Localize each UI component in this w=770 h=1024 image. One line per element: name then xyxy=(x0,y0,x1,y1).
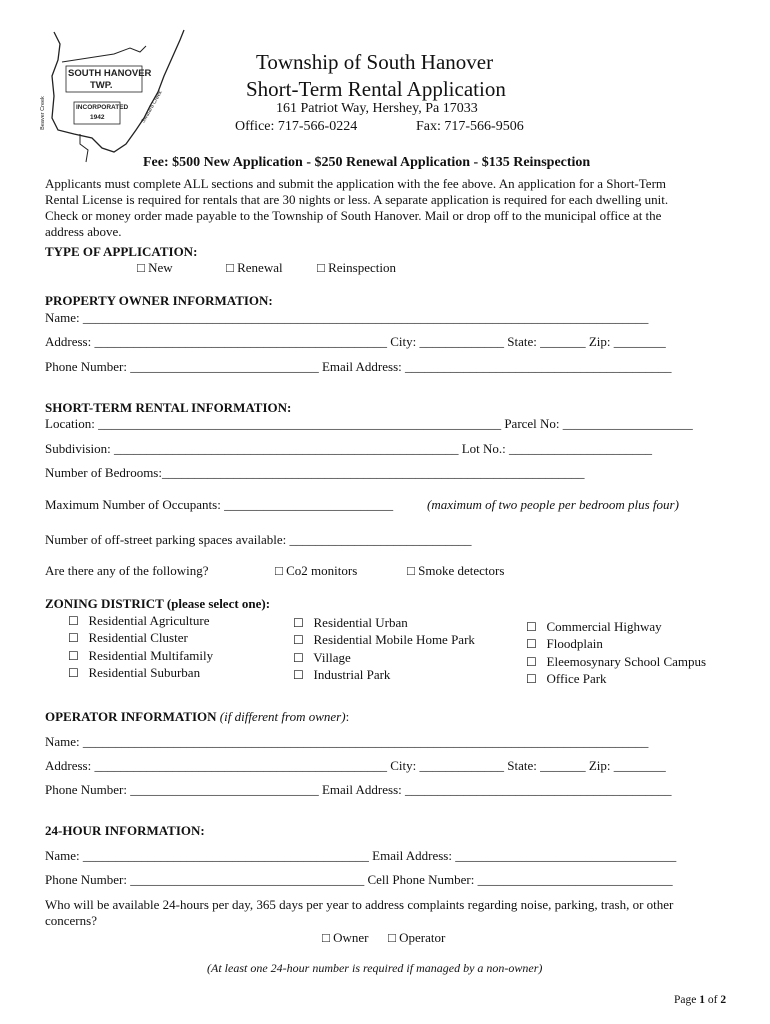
checkbox-icon: ☐ xyxy=(526,620,537,634)
zoning-option[interactable]: ☐ Residential Urban xyxy=(293,615,408,630)
checkbox-icon: ☐ xyxy=(293,651,304,665)
location-parcel-field[interactable]: Location: ______________________________________________________________ Parcel No: ____________________ xyxy=(45,416,693,431)
zoning-option[interactable]: ☐ Commercial Highway xyxy=(526,619,662,634)
owner-heading: PROPERTY OWNER INFORMATION: xyxy=(45,293,273,308)
hour24-phones-field[interactable]: Phone Number: ____________________________________ Cell Phone Number: ______________________________ xyxy=(45,872,673,887)
intro-line-2: Rental License is required for rentals that are 30 nights or less. A separate application is required for each dwelling unit. xyxy=(45,192,669,207)
parking-field[interactable]: Number of off-street parking spaces available: ____________________________ xyxy=(45,532,472,547)
township-map-outline-icon xyxy=(40,26,190,171)
owner-phone-email-field[interactable]: Phone Number: _____________________________ Email Address: _________________________________________ xyxy=(45,359,672,374)
safety-devices-question: Are there any of the following? xyxy=(45,563,209,578)
hour24-operator-checkbox[interactable]: □ Operator xyxy=(388,930,446,945)
operator-address-field[interactable]: Address: _____________________________________________ City: _____________ State: _______ Zip: ________ xyxy=(45,758,666,773)
logo-line1: SOUTH HANOVER xyxy=(68,68,152,79)
checkbox-icon: ☐ xyxy=(68,614,79,628)
fee-line: Fee: $500 New Application - $250 Renewal Application - $135 Reinspection xyxy=(143,155,591,170)
operator-name-field[interactable]: Name: _______________________________________________________________________________________ xyxy=(45,734,649,749)
checkbox-icon: ☐ xyxy=(526,637,537,651)
logo-right-label: Swatara Creek xyxy=(140,89,164,125)
zoning-heading: ZONING DISTRICT (please select one): xyxy=(45,596,271,611)
logo-line4: 1942 xyxy=(90,114,105,121)
logo-line3: INCORPORATED xyxy=(76,104,129,111)
document-title: Township of South Hanover xyxy=(256,50,494,74)
checkbox-icon: ☐ xyxy=(68,666,79,680)
checkbox-icon: ☐ xyxy=(68,649,79,663)
zoning-option[interactable]: ☐ Village xyxy=(293,650,351,665)
intro-line-3: Check or money order made payable to the Township of South Hanover. Mail or drop off to the municipal office at the xyxy=(45,208,662,223)
type-heading: TYPE OF APPLICATION: xyxy=(45,244,198,259)
checkbox-icon: ☐ xyxy=(526,672,537,686)
page-number: Page 1 of 2 xyxy=(674,994,727,1006)
subdivision-lot-field[interactable]: Subdivision: _____________________________________________________ Lot No.: ______________________ xyxy=(45,441,653,456)
logo-line2: TWP. xyxy=(90,80,113,91)
co2-monitor-checkbox[interactable]: □ Co2 monitors xyxy=(275,563,358,578)
intro-line-4: address above. xyxy=(45,224,122,239)
intro-line-1: Applicants must complete ALL sections and submit the application with the fee above. An application for a Short-Term xyxy=(45,176,667,191)
owner-name-field[interactable]: Name: _______________________________________________________________________________________ xyxy=(45,310,649,325)
hour24-question-line1: Who will be available 24-hours per day, 365 days per year to address complaints regarding noise, parking, trash, or other xyxy=(45,897,674,912)
zoning-option[interactable]: ☐ Residential Cluster xyxy=(68,630,188,645)
checkbox-icon: ☐ xyxy=(526,655,537,669)
operator-phone-email-field[interactable]: Phone Number: _____________________________ Email Address: _________________________________________ xyxy=(45,782,672,797)
zoning-option[interactable]: ☐ Floodplain xyxy=(526,636,603,651)
checkbox-icon: ☐ xyxy=(293,668,304,682)
checkbox-icon: ☐ xyxy=(293,633,304,647)
zoning-option[interactable]: ☐ Office Park xyxy=(526,671,607,686)
zoning-option[interactable]: ☐ Eleemosynary School Campus xyxy=(526,654,707,669)
operator-heading: OPERATOR INFORMATION (if different from owner): xyxy=(45,709,350,724)
zoning-option[interactable]: ☐ Residential Suburban xyxy=(68,665,201,680)
occupants-field[interactable]: Maximum Number of Occupants: __________________________ xyxy=(45,497,394,512)
hour24-question-line2: concerns? xyxy=(45,913,97,928)
str-heading: SHORT-TERM RENTAL INFORMATION: xyxy=(45,400,292,415)
hour24-heading: 24-HOUR INFORMATION: xyxy=(45,823,205,838)
zoning-option[interactable]: ☐ Residential Multifamily xyxy=(68,648,214,663)
checkbox-icon: ☐ xyxy=(293,616,304,630)
logo-left-label: Beaver Creek xyxy=(39,96,46,130)
zoning-option[interactable]: ☐ Residential Mobile Home Park xyxy=(293,632,475,647)
type-reinspection-checkbox[interactable]: □ Reinspection xyxy=(317,260,396,275)
bedrooms-field[interactable]: Number of Bedrooms:_________________________________________________________________ xyxy=(45,465,585,480)
township-address: 161 Patriot Way, Hershey, Pa 17033 xyxy=(276,101,478,116)
zoning-option[interactable]: ☐ Industrial Park xyxy=(293,667,391,682)
hour24-name-email-field[interactable]: Name: ____________________________________________ Email Address: __________________________________ xyxy=(45,848,677,863)
smoke-detector-checkbox[interactable]: □ Smoke detectors xyxy=(407,563,505,578)
checkbox-icon: ☐ xyxy=(68,631,79,645)
owner-address-field[interactable]: Address: _____________________________________________ City: _____________ State: _______ Zip: ________ xyxy=(45,334,666,349)
zoning-option[interactable]: ☐ Residential Agriculture xyxy=(68,613,210,628)
hour24-note: (At least one 24-hour number is required if managed by a non-owner) xyxy=(207,961,543,975)
type-new-checkbox[interactable]: □ New xyxy=(137,260,173,275)
type-renewal-checkbox[interactable]: □ Renewal xyxy=(226,260,283,275)
occupants-note: (maximum of two people per bedroom plus four) xyxy=(427,497,679,512)
fax-number: Fax: 717-566-9506 xyxy=(416,119,524,134)
office-phone: Office: 717-566-0224 xyxy=(235,119,358,134)
document-subtitle: Short-Term Rental Application xyxy=(246,77,506,101)
hour24-owner-checkbox[interactable]: □ Owner xyxy=(322,930,369,945)
township-logo xyxy=(40,26,190,171)
